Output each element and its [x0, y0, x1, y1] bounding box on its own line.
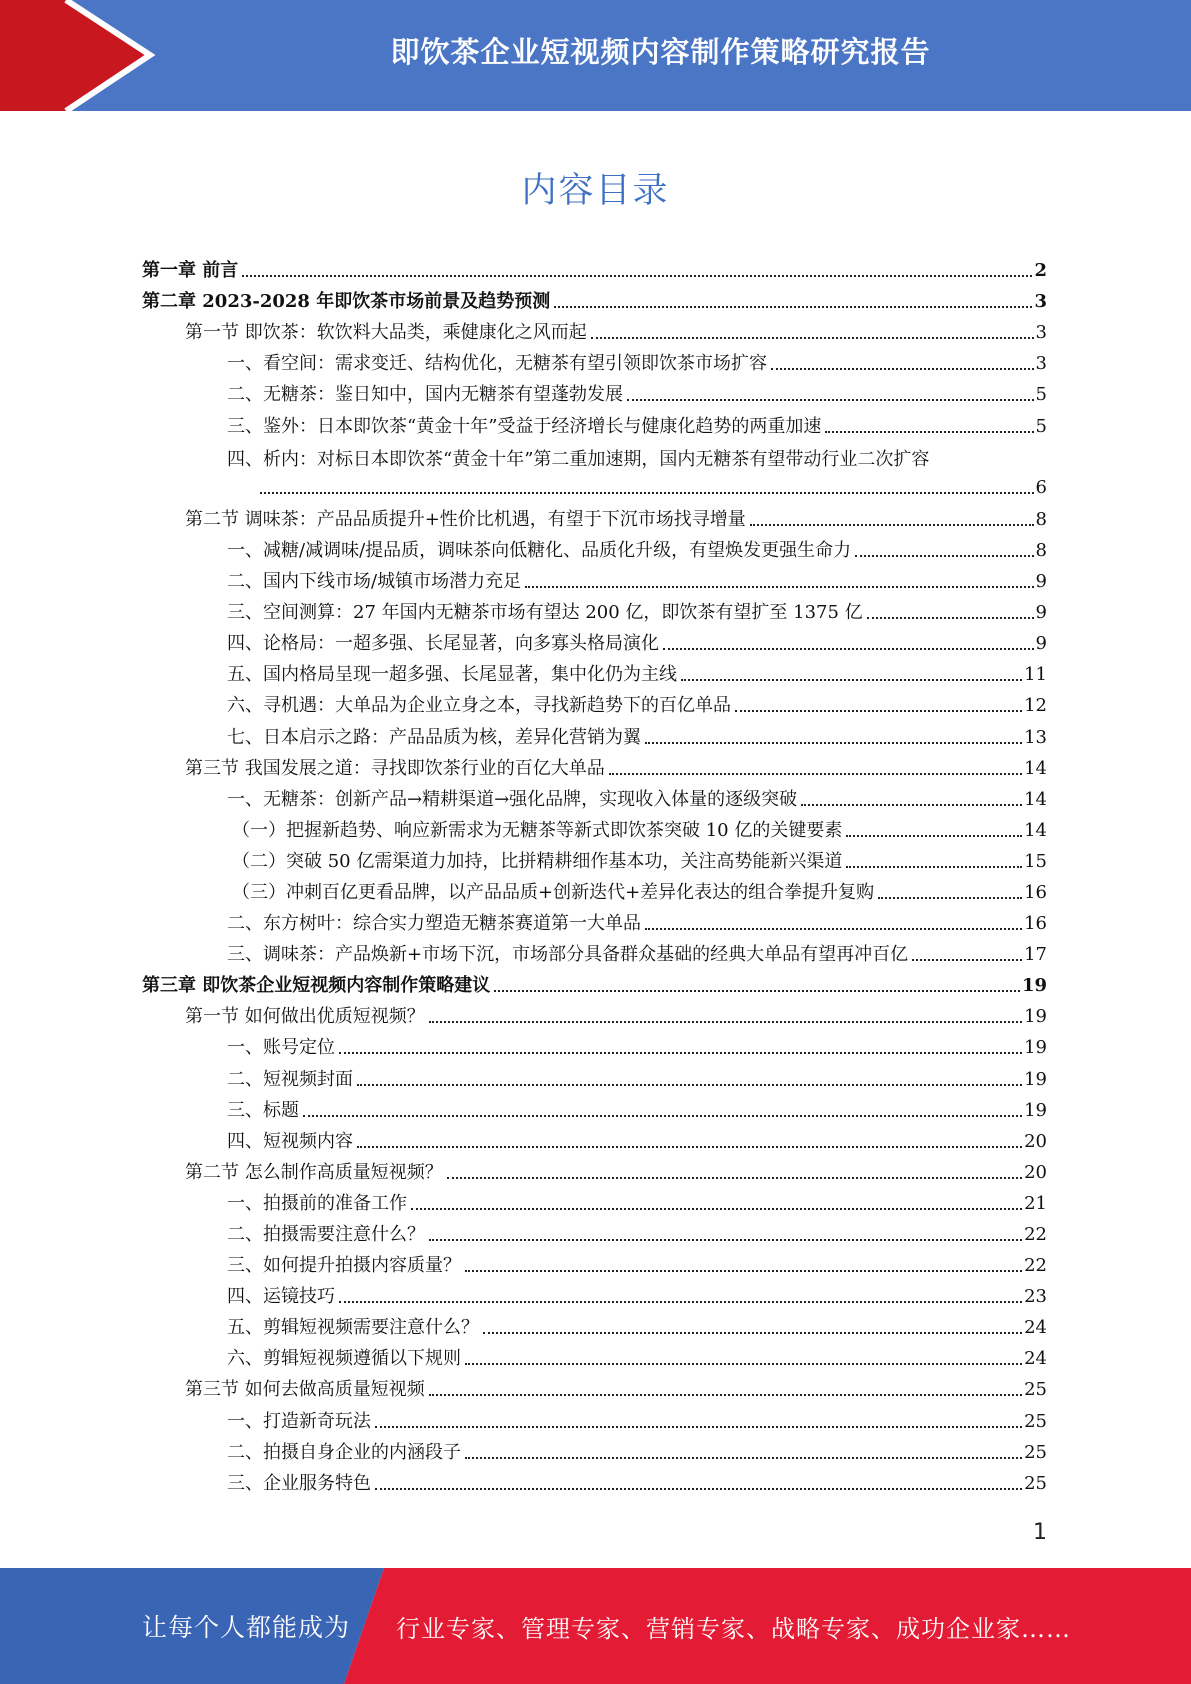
toc-entry-label: 二、拍摄需要注意什么？ — [227, 1224, 425, 1245]
toc-entry-label: 第三章 即饮茶企业短视频内容制作策略建议 — [142, 975, 491, 997]
toc-entry-item[interactable] — [0, 689, 1191, 720]
toc-entry-item[interactable] — [0, 1311, 1191, 1342]
toc-entry-label: 六、剪辑短视频遵循以下规则 — [227, 1348, 461, 1370]
leader-dots — [447, 1177, 1022, 1179]
leader-dots — [645, 928, 1022, 930]
leader-dots — [825, 431, 1033, 433]
leader-dots — [465, 1363, 1022, 1365]
toc-entry-page: 19 — [1024, 1099, 1047, 1121]
toc-entry-chapter[interactable] — [0, 254, 1191, 285]
toc-entry-page: 16 — [1024, 881, 1047, 903]
toc-entry-item[interactable] — [0, 1094, 1191, 1125]
toc-entry-label: 三、如何提升拍摄内容质量？ — [227, 1255, 461, 1277]
toc-entry-item[interactable] — [0, 1342, 1191, 1373]
toc-entry-page: 21 — [1024, 1192, 1047, 1214]
toc-entry-item[interactable] — [0, 1187, 1191, 1218]
footer-slogan-left: 让每个人都能成为 — [142, 1613, 351, 1642]
leader-dots — [357, 1084, 1022, 1086]
toc-entry-page: 25 — [1024, 1472, 1047, 1494]
toc-entry-label: 五、剪辑短视频需要注意什么？ — [227, 1317, 479, 1339]
toc-entry-label: 二、国内下线市场/城镇市场潜力充足 — [227, 571, 522, 593]
toc-entry-item[interactable] — [0, 1125, 1191, 1156]
toc-entry-page: 6 — [1035, 476, 1047, 498]
toc-entry-page: 14 — [1024, 757, 1047, 779]
toc-entry-page: 25 — [1024, 1441, 1047, 1463]
toc-entry-page: 15 — [1024, 850, 1047, 872]
leader-dots — [339, 1301, 1022, 1303]
toc-entry-label: 五、国内格局呈现一超多强、长尾显著，集中化仍为主线 — [227, 664, 677, 686]
toc-entry-chapter[interactable] — [0, 969, 1191, 1000]
toc-entry-label: 四、短视频内容 — [227, 1130, 353, 1152]
toc-entry-page: 24 — [1024, 1348, 1047, 1370]
toc-entry-item[interactable] — [0, 907, 1191, 938]
toc-entry-page: 23 — [1024, 1286, 1047, 1308]
toc-entry-label: 一、打造新奇玩法 — [227, 1410, 371, 1432]
toc-entry-page: 9 — [1035, 633, 1047, 655]
leader-dots — [591, 337, 1034, 339]
toc-entry-page: 16 — [1024, 913, 1047, 935]
toc-entry-page: 25 — [1024, 1379, 1047, 1401]
toc-entry-subitem[interactable] — [0, 845, 1191, 876]
toc-entry-section[interactable] — [0, 1156, 1191, 1187]
toc-entry-item[interactable] — [0, 1404, 1191, 1435]
toc-entry-label: 六、寻机遇：大单品为企业立身之本，寻找新趋势下的百亿单品 — [227, 695, 731, 717]
leader-dots — [494, 990, 1020, 992]
toc-entry-label: 四、运镜技巧 — [227, 1286, 335, 1308]
toc-entry-page: 22 — [1024, 1255, 1047, 1277]
toc-entry-label: 第三节 我国发展之道：寻找即饮茶行业的百亿大单品 — [185, 757, 605, 779]
toc-entry-page: 3 — [1035, 353, 1047, 375]
toc-entry-item[interactable] — [0, 534, 1191, 565]
leader-dots — [645, 742, 1022, 744]
page-number: 1 — [1033, 1520, 1047, 1545]
toc-entry-section[interactable] — [0, 503, 1191, 534]
toc-entry-label: 第三节 如何去做高质量短视频 — [185, 1379, 425, 1401]
toc-heading: 内容目录 — [521, 171, 670, 211]
toc-entry-chapter[interactable] — [0, 285, 1191, 316]
report-header — [0, 0, 1191, 111]
toc-entry-label: 四、析内：对标日本即饮茶“黄金十年”第二重加速期，国内无糖茶有望带动行业二次扩容 — [227, 448, 930, 470]
leader-dots — [609, 773, 1022, 775]
leader-dots — [867, 617, 1034, 619]
toc-entry-page: 17 — [1024, 944, 1047, 966]
toc-entry-page: 8 — [1035, 508, 1047, 530]
toc-entry-section[interactable] — [0, 1000, 1191, 1031]
toc-entry-label: （二）突破 50 亿需渠道力加持，比拼精耕细作基本功，关注高势能新兴渠道 — [232, 850, 843, 872]
toc-entry-page: 2 — [1034, 260, 1047, 282]
toc-entry-page: 5 — [1035, 384, 1047, 406]
toc-entry-label: 三、调味茶：产品焕新+市场下沉，市场部分具备群众基础的经典大单品有望再冲百亿 — [227, 944, 909, 966]
toc-entry-page: 19 — [1024, 1037, 1047, 1059]
toc-entry-label: 第一节 即饮茶：软饮料大品类，乘健康化之风而起 — [185, 322, 587, 344]
toc-entry-item[interactable] — [0, 1249, 1191, 1280]
toc-entry-page: 9 — [1035, 602, 1047, 624]
toc-entry-item[interactable] — [0, 378, 1191, 409]
leader-dots — [846, 835, 1022, 837]
toc-entry-label: 第一节 如何做出优质短视频？ — [185, 1006, 425, 1028]
toc-entry-label: 第二节 调味茶：产品品质提升+性价比机遇，有望于下沉市场找寻增量 — [185, 508, 746, 530]
leader-dots — [846, 866, 1022, 868]
leader-dots — [375, 1426, 1022, 1428]
leader-dots — [525, 586, 1033, 588]
toc-entry-section[interactable] — [0, 316, 1191, 347]
toc-entry-label: 第一章 前言 — [142, 260, 239, 282]
toc-entry-page: 12 — [1024, 695, 1047, 717]
toc-entry-page: 3 — [1034, 291, 1047, 313]
leader-dots — [411, 1208, 1022, 1210]
leader-dots — [627, 399, 1034, 401]
toc-entry-item[interactable] — [0, 1031, 1191, 1062]
leader-dots — [735, 710, 1022, 712]
toc-entry-item[interactable] — [0, 658, 1191, 689]
toc-entry-label: 三、鉴外：日本即饮茶“黄金十年”受益于经济增长与健康化趋势的两重加速 — [227, 415, 822, 437]
toc-entry-item[interactable] — [0, 565, 1191, 596]
toc-entry-item[interactable] — [0, 938, 1191, 969]
toc-entry-label: 第二章 2023-2028 年即饮茶市场前景及趋势预测 — [142, 291, 551, 313]
toc-entry-section[interactable] — [0, 1373, 1191, 1404]
toc-entry-page: 20 — [1024, 1130, 1047, 1152]
toc-entry-page: 14 — [1024, 819, 1047, 841]
toc-entry-item[interactable] — [0, 627, 1191, 658]
report-footer — [0, 1568, 1191, 1684]
toc-entry-label: 二、无糖茶：鉴日知中，国内无糖茶有望蓬勃发展 — [227, 384, 623, 406]
toc-entry-page: 19 — [1024, 1006, 1047, 1028]
leader-dots — [483, 1332, 1022, 1334]
leader-dots — [663, 648, 1034, 650]
leader-dots — [878, 897, 1022, 899]
toc-entry-item[interactable] — [0, 783, 1191, 814]
leader-dots — [554, 306, 1032, 308]
leader-dots — [242, 275, 1032, 277]
toc-entry-label: 一、看空间：需求变迁、结构优化，无糖茶有望引领即饮茶市场扩容 — [227, 353, 767, 375]
toc-entry-page: 14 — [1024, 788, 1047, 810]
leader-dots — [260, 492, 1034, 494]
toc-entry-label: 二、短视频封面 — [227, 1068, 353, 1090]
toc-entry-page: 13 — [1024, 726, 1047, 748]
toc-entry-page: 19 — [1021, 975, 1047, 997]
toc-entry-label: 四、论格局：一超多强、长尾显著，向多寡头格局演化 — [227, 633, 659, 655]
leader-dots — [303, 1115, 1022, 1117]
leader-dots — [429, 1021, 1022, 1023]
leader-dots — [912, 959, 1022, 961]
leader-dots — [771, 368, 1034, 370]
leader-dots — [429, 1394, 1022, 1396]
leader-dots — [801, 804, 1022, 806]
toc-entry-item-wrapped[interactable] — [0, 441, 1191, 503]
toc-entry-item[interactable] — [0, 347, 1191, 378]
toc-entry-label: 三、企业服务特色 — [227, 1472, 371, 1494]
toc-entry-page: 24 — [1024, 1317, 1047, 1339]
leader-dots — [855, 555, 1033, 557]
toc-entry-page: 5 — [1035, 415, 1047, 437]
toc-entry-label: 一、无糖茶：创新产品→精耕渠道→强化品牌，实现收入体量的逐级突破 — [227, 788, 798, 810]
toc-entry-item[interactable] — [0, 409, 1191, 440]
toc-entry-subitem[interactable] — [0, 814, 1191, 845]
leader-dots — [465, 1457, 1022, 1459]
toc-entry-item[interactable] — [0, 720, 1191, 751]
toc-entry-label: 第二节 怎么制作高质量短视频？ — [185, 1161, 443, 1183]
toc-entry-label: （一）把握新趋势、响应新需求为无糖茶等新式即饮茶突破 10 亿的关键要素 — [232, 819, 843, 841]
toc-entry-section[interactable] — [0, 752, 1191, 783]
leader-dots — [681, 679, 1022, 681]
toc-entry-page: 9 — [1035, 571, 1047, 593]
toc-entry-page: 19 — [1024, 1068, 1047, 1090]
toc-entry-page: 11 — [1024, 664, 1047, 686]
toc-entry-label: 七、日本启示之路：产品品质为核，差异化营销为翼 — [227, 726, 641, 748]
report-title: 即饮茶企业短视频内容制作策略研究报告 — [390, 34, 931, 69]
table-of-contents — [0, 254, 1191, 1498]
toc-entry-item[interactable] — [0, 1218, 1191, 1249]
toc-entry-label: 一、账号定位 — [227, 1037, 335, 1059]
toc-entry-page: 25 — [1024, 1410, 1047, 1432]
toc-entry-label: 一、减糖/减调味/提品质，调味茶向低糖化、品质化升级，有望焕发更强生命力 — [227, 539, 852, 561]
toc-entry-label: 二、东方树叶：综合实力塑造无糖茶赛道第一大单品 — [227, 913, 641, 935]
toc-entry-item[interactable] — [0, 1062, 1191, 1093]
leader-dots — [465, 1270, 1022, 1272]
toc-entry-page: 22 — [1024, 1224, 1047, 1245]
toc-entry-item[interactable] — [0, 1280, 1191, 1311]
leader-dots — [429, 1239, 1022, 1241]
leader-dots — [339, 1052, 1022, 1054]
toc-entry-label: 一、拍摄前的准备工作 — [227, 1192, 407, 1214]
toc-entry-item[interactable] — [0, 1467, 1191, 1498]
toc-entry-page: 8 — [1035, 539, 1047, 561]
toc-entry-item[interactable] — [0, 1436, 1191, 1467]
toc-entry-label: 三、标题 — [227, 1099, 299, 1121]
toc-entry-page: 3 — [1035, 322, 1047, 344]
toc-entry-subitem[interactable] — [0, 876, 1191, 907]
toc-entry-label: （三）冲刺百亿更看品牌，以产品品质+创新迭代+差异化表达的组合拳提升复购 — [232, 881, 875, 903]
leader-dots — [750, 524, 1034, 526]
leader-dots — [357, 1146, 1022, 1148]
toc-entry-page: 20 — [1024, 1161, 1047, 1183]
footer-slogan-right: 行业专家、管理专家、营销专家、战略专家、成功企业家…… — [396, 1614, 1071, 1643]
leader-dots — [375, 1488, 1022, 1490]
toc-entry-item[interactable] — [0, 596, 1191, 627]
toc-entry-label: 二、拍摄自身企业的内涵段子 — [227, 1441, 461, 1463]
toc-entry-label: 三、空间测算：27 年国内无糖茶市场有望达 200 亿，即饮茶有望扩至 1375 亿 — [227, 602, 863, 624]
